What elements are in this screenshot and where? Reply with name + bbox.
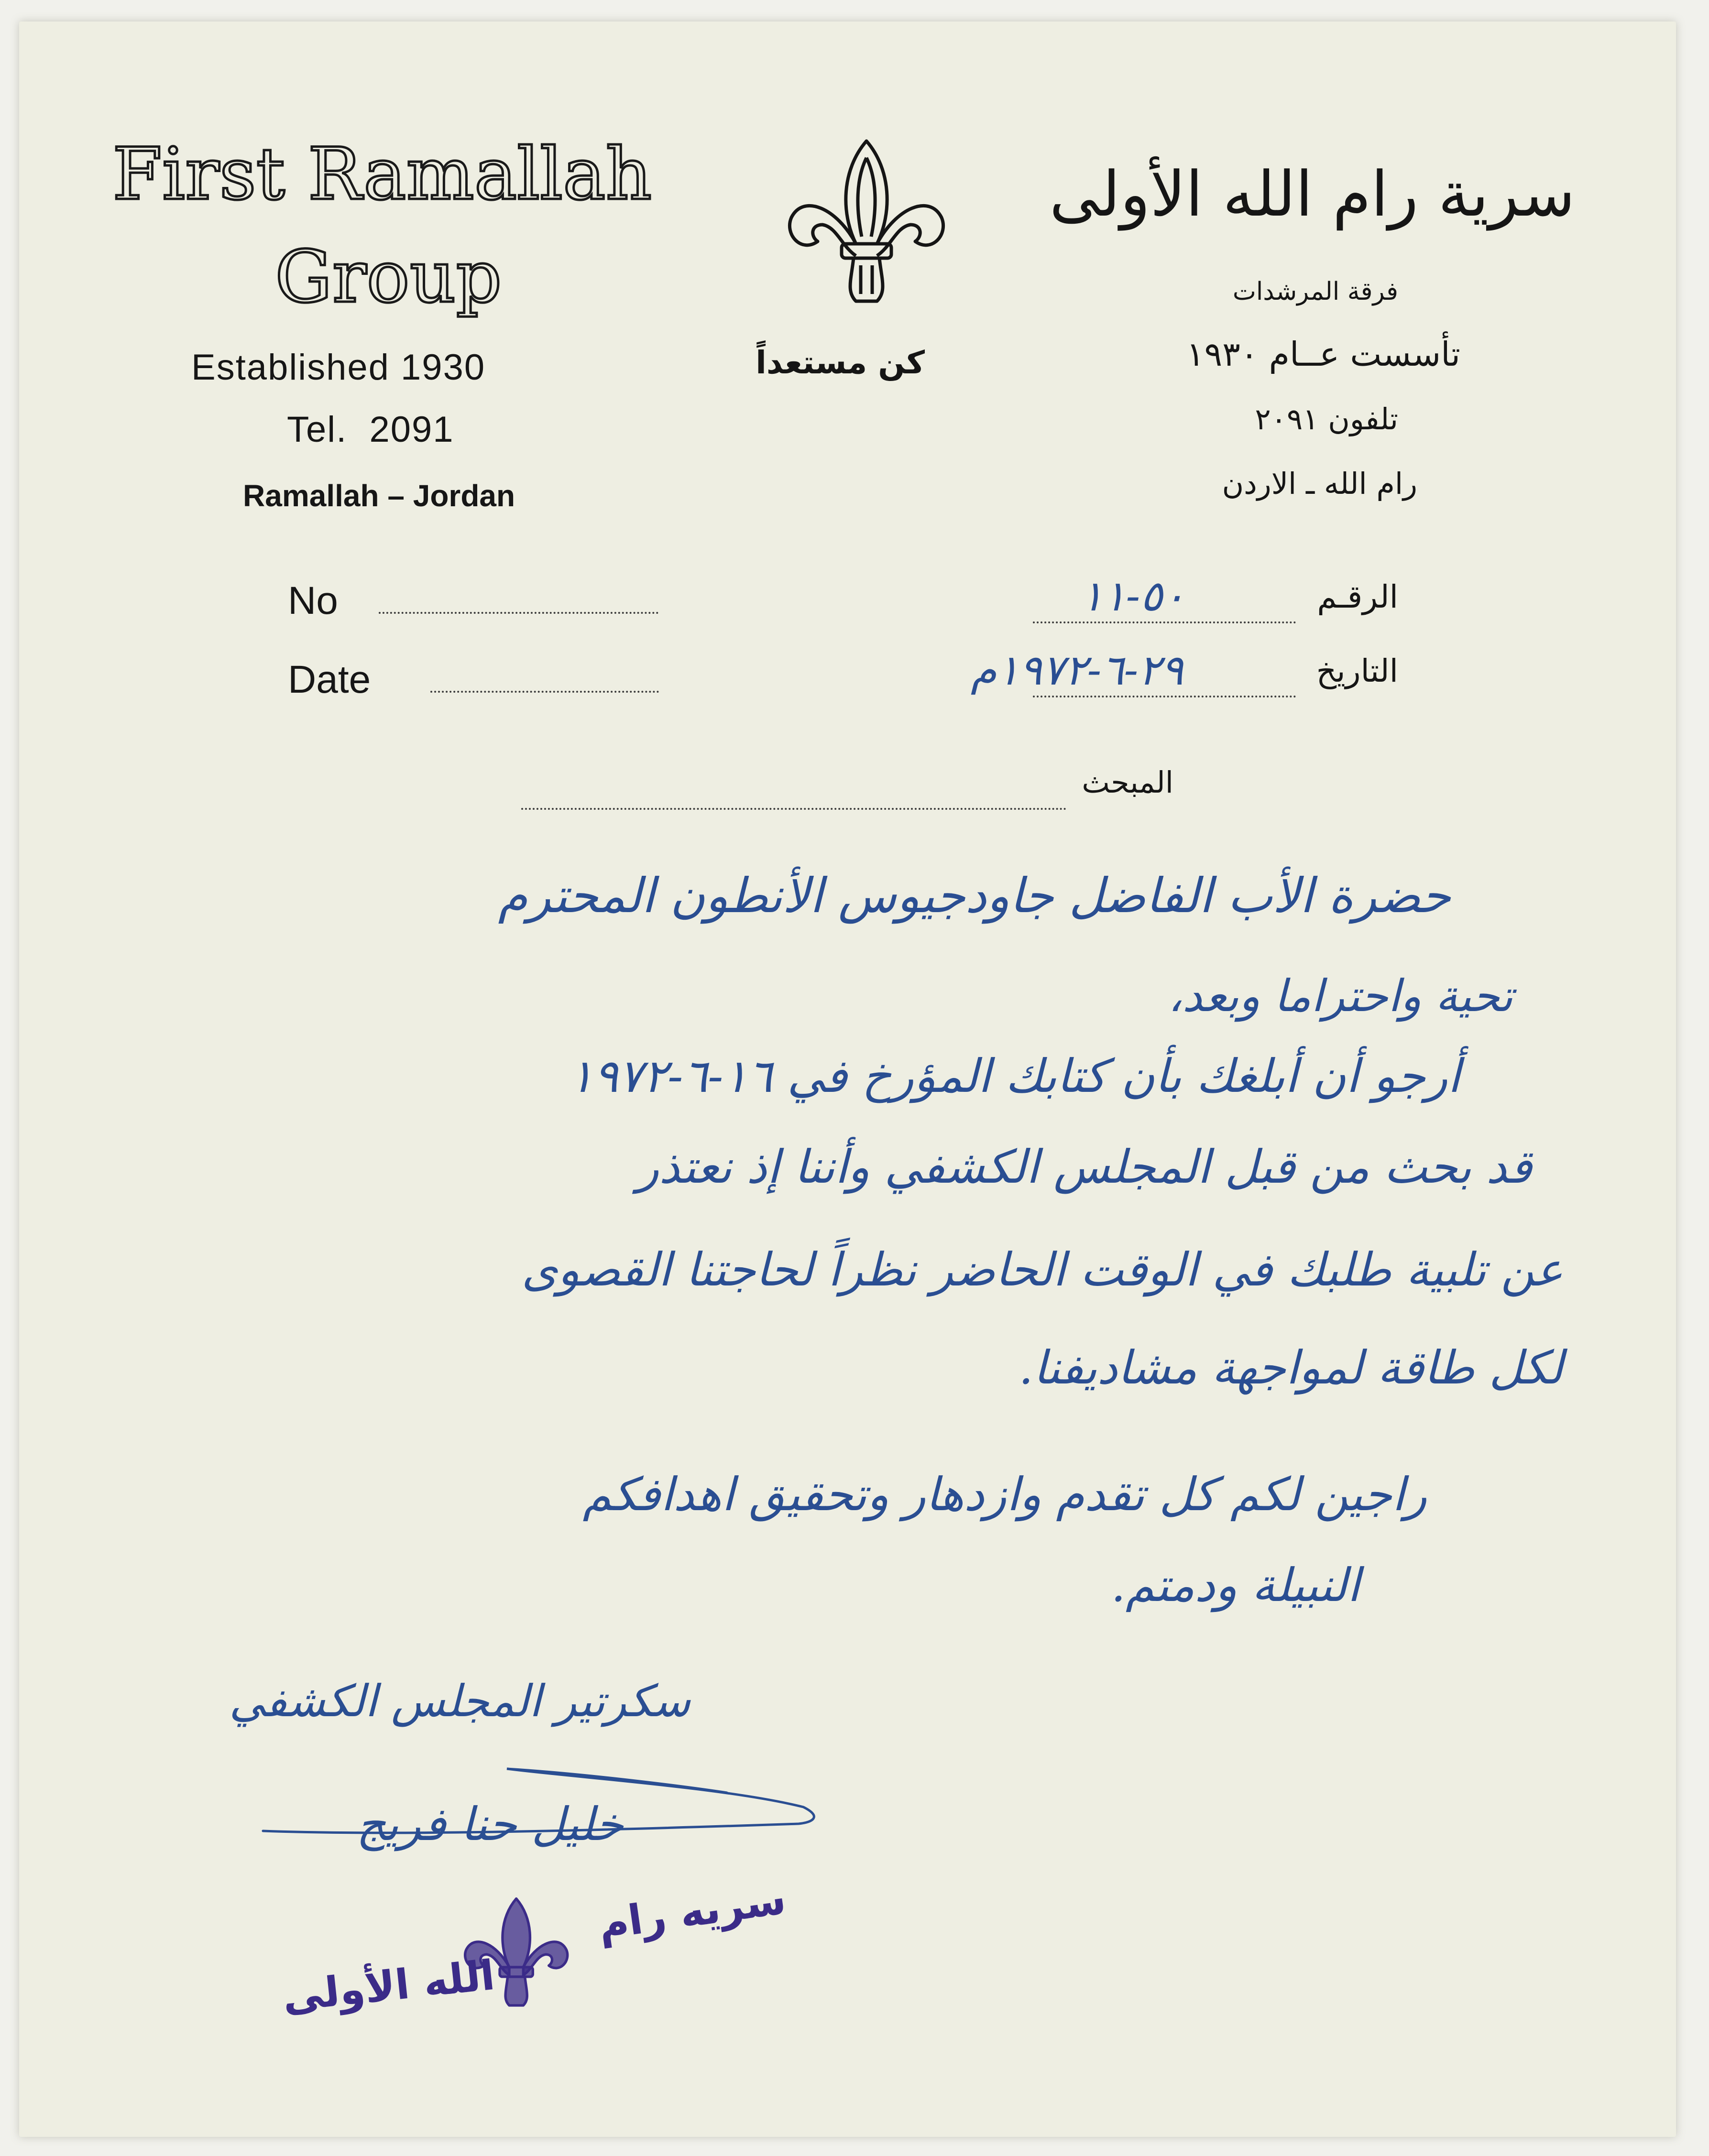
letterhead-location-en: Ramallah – Jordan xyxy=(243,479,515,513)
letter-body-line: عن تلبية طلبك في الوقت الحاضر نظراً لحاجتنا القصوى xyxy=(521,1243,1563,1296)
date-value-handwritten: ٢٩-٦-١٩٧٢م xyxy=(971,645,1183,695)
letter-body-line: قد بحث من قبل المجلس الكشفي وأننا إذ نعتذر xyxy=(636,1140,1532,1194)
letterhead-name-en-line1: First Ramallah xyxy=(112,133,652,216)
number-label-ar: الرقـم xyxy=(1317,578,1398,615)
date-label-ar: التاريخ xyxy=(1316,653,1398,689)
date-label-en: Date xyxy=(288,658,371,701)
letter-greeting: تحية واحتراما وبعد، xyxy=(1168,970,1513,1022)
number-value-handwritten: ٥٠-١١ xyxy=(1081,571,1185,621)
letterhead-tel-ar: تلفون ٢٠٩١ xyxy=(1255,402,1398,436)
stamp-text-bottom: الله الأولى xyxy=(280,1951,497,2021)
signatory-name: خليل حنا فريج xyxy=(356,1797,624,1851)
fleur-de-lis-icon xyxy=(784,136,949,308)
letter-salutation: حضرة الأب الفاضل جاودجيوس الأنطون المحترم xyxy=(498,868,1451,924)
subject-line-ar xyxy=(521,808,1066,810)
letterhead-tel-en: Tel. 2091 xyxy=(287,409,454,450)
signatory-title: سكرتير المجلس الكشفي xyxy=(229,1676,690,1727)
letter-closing-line: راجين لكم كل تقدم وازدهار وتحقيق اهدافكم xyxy=(582,1468,1427,1521)
number-line-ar xyxy=(1033,621,1296,623)
letterhead-established-en: Established 1930 xyxy=(191,347,486,388)
letter-closing-line: النبيلة ودمتم. xyxy=(1111,1558,1360,1612)
signature-flourish-icon xyxy=(249,1759,832,1850)
motto-ar: كن مستعداً xyxy=(756,344,925,381)
number-line-en xyxy=(379,612,658,614)
date-line-en xyxy=(430,691,659,693)
letterhead-name-en-line2: Group xyxy=(275,236,502,319)
letter-body-line: لكل طاقة لمواجهة مشاديفنا. xyxy=(1019,1341,1563,1394)
stamp-text-top: سريه رام xyxy=(595,1875,789,1949)
letterhead-name-ar: سرية رام الله الأولى xyxy=(1049,158,1575,230)
number-label-en: No xyxy=(288,579,338,622)
date-line-ar xyxy=(1033,696,1296,697)
letterhead-troop-ar: فرقة المرشدات xyxy=(1232,277,1398,306)
letterhead-location-ar: رام الله ـ الاردن xyxy=(1222,466,1417,501)
subject-label-ar: المبحث xyxy=(1082,765,1173,800)
letterhead-established-ar: تأسست عــام ١٩٣٠ xyxy=(1186,335,1460,374)
letter-body-line: أرجو أن أبلغك بأن كتابك المؤرخ في ١٦-٦-١٩٧٢ xyxy=(569,1049,1460,1103)
